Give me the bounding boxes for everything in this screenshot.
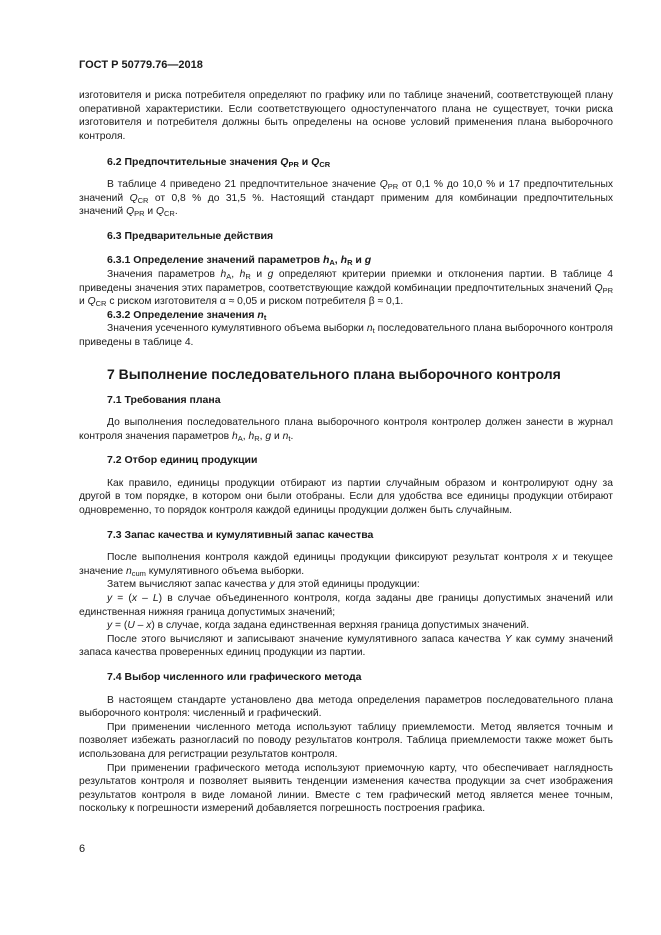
section-7-4-heading: 7.4 Выбор численного или графического метода bbox=[107, 671, 362, 683]
section-6-2-paragraph: В таблице 4 приведено 21 предпочтительное значение $Q_{PR}$ от 0,1 % до 10,0 % и 17 предпочтительных значений $Q_{CR}$ от 0,8 % до 31,5 %. Настоящий стандарт применим для комбинации предпочтительных значений $Q_{PR}$ и $Q_{CR}$. bbox=[79, 178, 613, 219]
document-header: ГОСТ Р 50779.76—2018 bbox=[79, 59, 203, 71]
section-7-3-paragraph-3: После этого вычисляют и записывают значение кумулятивного запаса качества Y как сумму значений запаса качества проверенных единиц продукции из партии. bbox=[79, 633, 613, 659]
page-number: 6 bbox=[79, 843, 86, 855]
section-7-4-paragraph-3: При применении графического метода используют приемочную карту, что обеспечивает наглядность результатов контроля и позволяет выявить тенденции изменения качества продукции за счет изображения результатов контроля в виде ломаной линии. Вместе с тем графический метод является менее точным, поскольку к погрешности измерений добавляется погрешность построения графика. bbox=[79, 762, 613, 815]
intro-paragraph: изготовителя и риска потребителя определяют по графику или по таблице значений, соответствующей плану оперативной характеристики. Если соответствующего одноступенчатого плана не существует, точки риска изготовителя и потребителя должны быть определены на основе условий применения плана выборочного контроля. bbox=[79, 90, 613, 142]
section-7-3-formula-upper: y = (U – x) в случае, когда задана единственная верхняя граница допустимых значений. bbox=[107, 620, 530, 632]
section-7-1-paragraph: До выполнения последовательного плана выборочного контроля контролер должен занести в журнал контроля значения параметров $h_A$, $h_R$, g и $n_t$. bbox=[79, 417, 613, 443]
section-7-3-paragraph-1: После выполнения контроля каждой единицы продукции фиксируют результат контроля x и текущее значение $n_{cum}$ кумулятивного объема выборки. bbox=[79, 552, 613, 578]
section-7-4-paragraph-1: В настоящем стандарте установлено два метода определения параметров последовательного плана выборочного контроля: численный и графический. bbox=[79, 694, 613, 720]
document-body bbox=[79, 89, 613, 816]
section-7-3-heading: 7.3 Запас качества и кумулятивный запас качества bbox=[107, 528, 374, 541]
section-7-2-paragraph: Как правило, единицы продукции отбирают из партии случайным образом и контролируют одну за другой в том порядке, в котором они были отобраны. Если для удобства все единицы продукции отбирают одновременно, то порядок контроля каждой единицы продукции должен быть случайным. bbox=[79, 477, 613, 517]
section-6-3-2-paragraph: Значения усеченного кумулятивного объема выборки $n_t$ последовательного плана выборочного контроля приведены в таблице 4. bbox=[79, 323, 613, 348]
section-6-3-heading: 6.3 Предварительные действия bbox=[107, 229, 274, 242]
section-7-4-paragraph-2: При применении численного метода используют таблицу приемлемости. Метод является точным и позволяет избежать разногласий по поводу результатов контроля. Таблица приемлемости также может быть использована для регистрации результатов контроля. bbox=[79, 721, 613, 760]
section-7-heading: 7 Выполнение последовательного плана выборочного контроля bbox=[107, 365, 561, 382]
section-6-3-1-heading: 6.3.1 Определение значений параметров $h_A$, $h_R$ и g bbox=[107, 254, 372, 268]
section-6-2-heading: 6.2 Предпочтительные значения $Q_{PR}$ и $Q_{CR}$ bbox=[107, 156, 331, 170]
section-6-3-1-paragraph: Значения параметров $h_A$, $h_R$ и g определяют критерии приемки и отклонения партии. В таблице 4 приведены значения этих параметров, соответствующие каждой комбинации предпочтительных значений $Q_{PR}$ и $Q_{CR}$ с риском изготовителя α ≈ 0,05 и риском потребителя β ≈ 0,1. bbox=[79, 268, 613, 309]
section-7-3-paragraph-2: Затем вычисляют запас качества y для этой единицы продукции: bbox=[107, 579, 420, 591]
section-7-2-heading: 7.2 Отбор единиц продукции bbox=[107, 454, 258, 467]
section-7-3-formula-lower: y = (x – L) в случае объединенного контроля, когда заданы две границы допустимых значений или единственная нижняя граница допустимых значений; bbox=[79, 593, 613, 618]
section-7-1-heading: 7.1 Требования плана bbox=[107, 393, 221, 406]
section-6-3-2-heading: 6.3.2 Определение значения $n_t$ bbox=[107, 308, 267, 322]
